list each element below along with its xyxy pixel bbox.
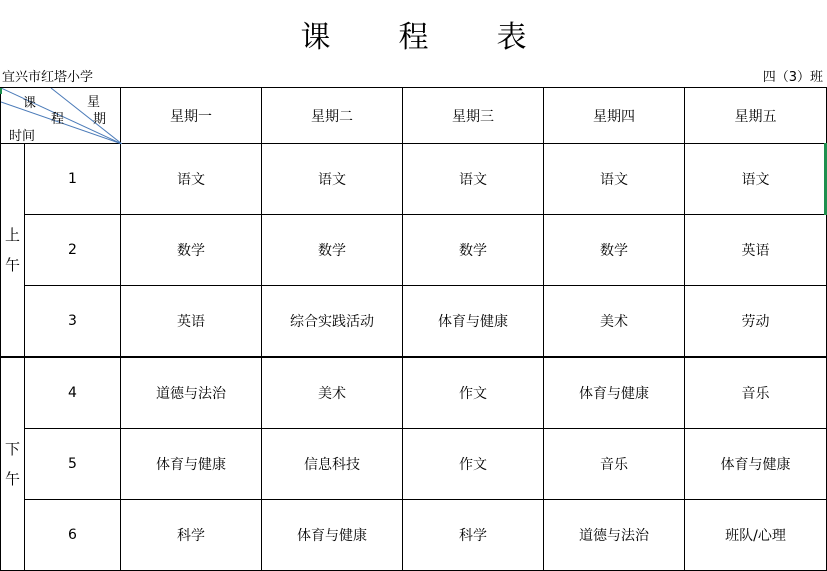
course-cell: 体育与健康 [544, 357, 685, 429]
course-cell: 体育与健康 [262, 500, 403, 571]
course-cell: 音乐 [544, 429, 685, 500]
course-cell: 道德与法治 [121, 357, 262, 429]
course-cell: 作文 [403, 357, 544, 429]
class-name: 四（3）班 [762, 70, 823, 85]
course-cell: 班队/心理 [685, 500, 827, 571]
day-header: 星期四 [544, 88, 685, 144]
header-row [1, 88, 827, 144]
session-char: 下 [4, 440, 20, 458]
table-row [1, 500, 827, 571]
course-cell: 美术 [544, 286, 685, 358]
timetable [0, 87, 827, 571]
course-cell: 英语 [685, 215, 827, 286]
course-cell: 科学 [403, 500, 544, 571]
period-number: 2 [25, 215, 121, 286]
course-cell: 体育与健康 [403, 286, 544, 358]
day-header: 星期二 [262, 88, 403, 144]
course-cell: 语文 [262, 144, 403, 215]
course-cell: 道德与法治 [544, 500, 685, 571]
session-char: 午 [4, 256, 20, 274]
corner-cell [1, 88, 121, 144]
course-cell: 体育与健康 [121, 429, 262, 500]
corner-course-2: 程 [51, 112, 65, 127]
period-number: 1 [25, 144, 121, 215]
course-cell: 数学 [121, 215, 262, 286]
course-cell: 语文 [544, 144, 685, 215]
period-number: 3 [25, 286, 121, 358]
corner-weekday-2: 期 [93, 112, 107, 127]
course-cell: 英语 [121, 286, 262, 358]
corner-selection-tick [0, 88, 2, 94]
session-char: 上 [4, 226, 20, 244]
course-cell: 作文 [403, 429, 544, 500]
course-cell: 语文 [403, 144, 544, 215]
table-row [1, 357, 827, 429]
session-char: 午 [4, 470, 20, 488]
course-cell: 劳动 [685, 286, 827, 358]
course-cell[interactable]: 语文 [685, 144, 827, 215]
course-cell: 数学 [403, 215, 544, 286]
period-number: 5 [25, 429, 121, 500]
corner-course-1: 课 [23, 96, 37, 111]
day-header: 星期三 [403, 88, 544, 144]
course-cell: 体育与健康 [685, 429, 827, 500]
page-title [0, 12, 827, 56]
title-char: 课 [300, 20, 331, 55]
course-cell: 数学 [544, 215, 685, 286]
period-number: 6 [25, 500, 121, 571]
course-cell: 语文 [121, 144, 262, 215]
period-number: 4 [25, 357, 121, 429]
title-char: 程 [398, 20, 429, 55]
table-row [1, 286, 827, 358]
session-label-morning [1, 144, 25, 358]
corner-weekday-1: 星 [87, 95, 101, 110]
corner-time: 时间 [9, 129, 36, 144]
table-row [1, 144, 827, 215]
course-cell: 数学 [262, 215, 403, 286]
course-cell: 美术 [262, 357, 403, 429]
course-cell: 信息科技 [262, 429, 403, 500]
day-header: 星期一 [121, 88, 262, 144]
table-row [1, 215, 827, 286]
title-char: 表 [496, 20, 527, 55]
course-cell: 科学 [121, 500, 262, 571]
course-cell: 音乐 [685, 357, 827, 429]
school-name: 宜兴市红塔小学 [2, 70, 94, 85]
day-header: 星期五 [685, 88, 827, 144]
course-cell: 综合实践活动 [262, 286, 403, 358]
session-label-afternoon [1, 357, 25, 571]
table-row [1, 429, 827, 500]
